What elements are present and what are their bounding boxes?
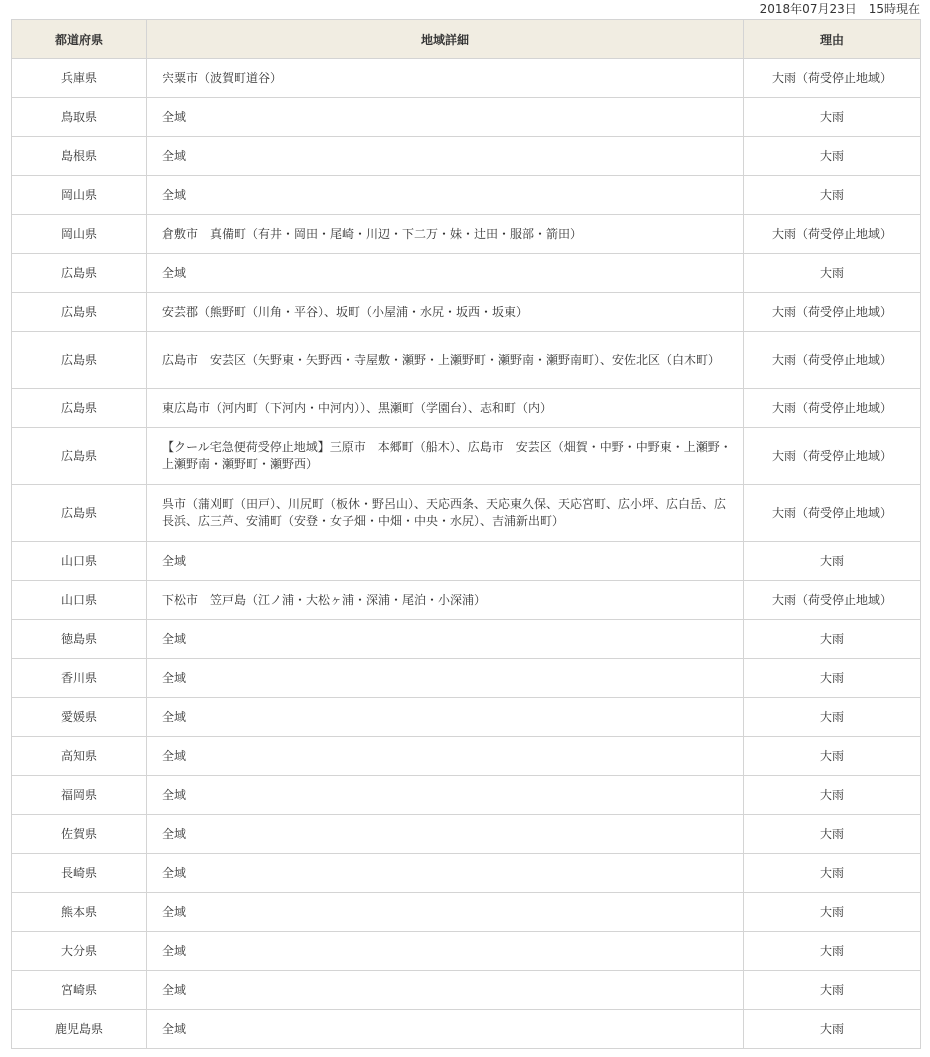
reason-cell: 大雨 <box>744 737 921 776</box>
region-detail-cell: 広島市 安芸区（矢野東・矢野西・寺屋敷・瀬野・上瀬野町・瀬野南・瀬野南町）、安佐北区（白木町） <box>147 332 744 389</box>
reason-cell: 大雨 <box>744 254 921 293</box>
header-row <box>12 20 921 59</box>
table-row <box>12 932 921 971</box>
region-detail-cell: 全域 <box>147 1010 744 1049</box>
region-detail-cell: 全域 <box>147 893 744 932</box>
table-body <box>12 59 921 1049</box>
table-row <box>12 428 921 485</box>
reason-cell: 大雨 <box>744 893 921 932</box>
table-row <box>12 854 921 893</box>
region-detail-cell: 全域 <box>147 737 744 776</box>
region-detail-cell: 東広島市（河内町（下河内・中河内））、黒瀬町（学園台）、志和町（内） <box>147 389 744 428</box>
reason-cell: 大雨 <box>744 176 921 215</box>
reason-cell: 大雨（荷受停止地域） <box>744 428 921 485</box>
region-detail-cell: 全域 <box>147 137 744 176</box>
reason-cell: 大雨 <box>744 659 921 698</box>
table-row <box>12 59 921 98</box>
prefecture-cell: 宮崎県 <box>12 971 147 1010</box>
column-header-prefecture: 都道府県 <box>12 20 147 59</box>
prefecture-cell: 熊本県 <box>12 893 147 932</box>
prefecture-cell: 島根県 <box>12 137 147 176</box>
table-row <box>12 620 921 659</box>
prefecture-cell: 愛媛県 <box>12 698 147 737</box>
reason-cell: 大雨（荷受停止地域） <box>744 293 921 332</box>
prefecture-cell: 広島県 <box>12 428 147 485</box>
reason-cell: 大雨 <box>744 815 921 854</box>
table-row <box>12 215 921 254</box>
column-header-detail: 地域詳細 <box>147 20 744 59</box>
reason-cell: 大雨（荷受停止地域） <box>744 485 921 542</box>
table-row <box>12 542 921 581</box>
reason-cell: 大雨（荷受停止地域） <box>744 215 921 254</box>
reason-cell: 大雨（荷受停止地域） <box>744 389 921 428</box>
reason-cell: 大雨 <box>744 137 921 176</box>
table-row <box>12 389 921 428</box>
table-row <box>12 776 921 815</box>
region-detail-cell: 全域 <box>147 620 744 659</box>
region-detail-cell: 倉敷市 真備町（有井・岡田・尾崎・川辺・下二万・妹・辻田・服部・箭田） <box>147 215 744 254</box>
table-row <box>12 254 921 293</box>
reason-cell: 大雨 <box>744 698 921 737</box>
table-row <box>12 332 921 389</box>
prefecture-cell: 香川県 <box>12 659 147 698</box>
prefecture-cell: 福岡県 <box>12 776 147 815</box>
table-row <box>12 98 921 137</box>
prefecture-cell: 高知県 <box>12 737 147 776</box>
timestamp-label: 2018年07月23日 15時現在 <box>759 2 920 16</box>
reason-cell: 大雨 <box>744 776 921 815</box>
region-detail-cell: 全域 <box>147 776 744 815</box>
region-detail-cell: 全域 <box>147 254 744 293</box>
reason-cell: 大雨 <box>744 98 921 137</box>
table-row <box>12 659 921 698</box>
prefecture-cell: 岡山県 <box>12 215 147 254</box>
prefecture-cell: 徳島県 <box>12 620 147 659</box>
reason-cell: 大雨 <box>744 1010 921 1049</box>
reason-cell: 大雨（荷受停止地域） <box>744 59 921 98</box>
prefecture-cell: 広島県 <box>12 485 147 542</box>
table-row <box>12 737 921 776</box>
table-row <box>12 971 921 1010</box>
region-detail-cell: 全域 <box>147 176 744 215</box>
region-detail-cell: 下松市 笠戸島（江ノ浦・大松ヶ浦・深浦・尾泊・小深浦） <box>147 581 744 620</box>
prefecture-cell: 佐賀県 <box>12 815 147 854</box>
region-detail-cell: 全域 <box>147 98 744 137</box>
table-row <box>12 581 921 620</box>
prefecture-cell: 長崎県 <box>12 854 147 893</box>
prefecture-cell: 大分県 <box>12 932 147 971</box>
region-detail-cell: 宍粟市（波賀町道谷） <box>147 59 744 98</box>
region-detail-cell: 全域 <box>147 698 744 737</box>
prefecture-cell: 山口県 <box>12 581 147 620</box>
prefecture-cell: 広島県 <box>12 254 147 293</box>
region-detail-cell: 全域 <box>147 971 744 1010</box>
table-row <box>12 293 921 332</box>
region-detail-cell: 安芸郡（熊野町（川角・平谷）、坂町（小屋浦・水尻・坂西・坂東） <box>147 293 744 332</box>
delivery-suspension-table <box>11 19 921 1049</box>
table-header <box>12 20 921 59</box>
region-detail-cell: 呉市（蒲刈町（田戸）、川尻町（板休・野呂山）、天応西条、天応東久保、天応宮町、広小坪、広白岳、広長浜、広三芦、安浦町（安登・女子畑・中畑・中央・水尻）、吉浦新出町） <box>147 485 744 542</box>
prefecture-cell: 兵庫県 <box>12 59 147 98</box>
region-detail-cell: 全域 <box>147 815 744 854</box>
reason-cell: 大雨 <box>744 542 921 581</box>
prefecture-cell: 岡山県 <box>12 176 147 215</box>
table-row <box>12 485 921 542</box>
region-detail-cell: 全域 <box>147 542 744 581</box>
prefecture-cell: 広島県 <box>12 293 147 332</box>
column-header-reason: 理由 <box>744 20 921 59</box>
prefecture-cell: 山口県 <box>12 542 147 581</box>
table-row <box>12 176 921 215</box>
reason-cell: 大雨（荷受停止地域） <box>744 581 921 620</box>
reason-cell: 大雨 <box>744 620 921 659</box>
reason-cell: 大雨 <box>744 971 921 1010</box>
table-row <box>12 815 921 854</box>
reason-cell: 大雨（荷受停止地域） <box>744 332 921 389</box>
table-row <box>12 893 921 932</box>
reason-cell: 大雨 <box>744 854 921 893</box>
table-row <box>12 1010 921 1049</box>
prefecture-cell: 鳥取県 <box>12 98 147 137</box>
region-detail-cell: 全域 <box>147 932 744 971</box>
table-row <box>12 137 921 176</box>
table-row <box>12 698 921 737</box>
prefecture-cell: 鹿児島県 <box>12 1010 147 1049</box>
region-detail-cell: 【クール宅急便荷受停止地域】三原市 本郷町（船木）、広島市 安芸区（畑賀・中野・中野東・上瀬野・上瀬野南・瀬野町・瀬野西） <box>147 428 744 485</box>
region-detail-cell: 全域 <box>147 659 744 698</box>
prefecture-cell: 広島県 <box>12 389 147 428</box>
region-detail-cell: 全域 <box>147 854 744 893</box>
reason-cell: 大雨 <box>744 932 921 971</box>
prefecture-cell: 広島県 <box>12 332 147 389</box>
